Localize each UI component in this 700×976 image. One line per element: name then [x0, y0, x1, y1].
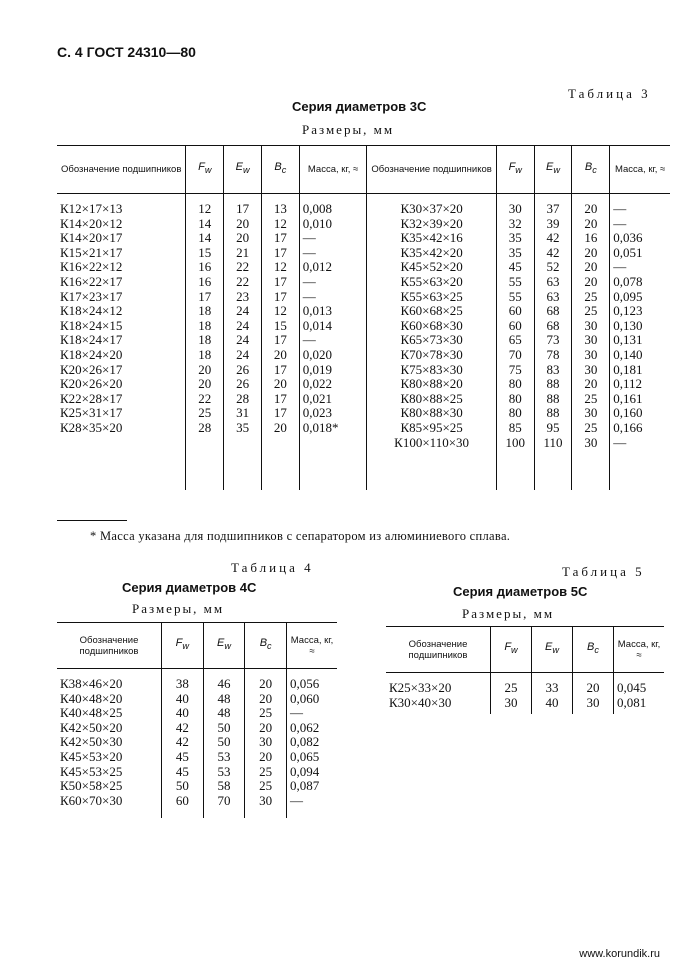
- fw-cell: 18: [186, 304, 224, 319]
- designation-cell: К20×26×17: [60, 361, 123, 377]
- fw-cell: 18: [186, 333, 224, 348]
- table-tail-row: [57, 808, 337, 818]
- mass-cell: 0,056: [287, 677, 338, 692]
- ew-cell: 17: [224, 202, 262, 217]
- designation-cell: К42×50×30: [60, 734, 123, 750]
- fw-cell: 20: [186, 363, 224, 378]
- mass-cell: 0,010: [299, 217, 367, 232]
- fw-cell: 22: [186, 392, 224, 407]
- fw-cell: 12: [186, 202, 224, 217]
- t3-col-bc-2: $B_c$: [572, 146, 610, 194]
- table-row: [57, 217, 670, 232]
- fw-cell: 28: [186, 421, 224, 436]
- bc-cell: 25: [245, 765, 287, 780]
- designation-cell: К25×33×20: [389, 680, 452, 695]
- mass-cell: —: [610, 202, 670, 217]
- bc-cell: 17: [261, 333, 299, 348]
- designation-cell: К60×68×25: [367, 304, 496, 319]
- mass-cell: 0,181: [610, 363, 670, 378]
- fw-cell: 80: [496, 392, 534, 407]
- fw-cell: 32: [496, 217, 534, 232]
- fw-cell: 40: [162, 692, 204, 707]
- fw-cell: 25: [186, 406, 224, 421]
- mass-cell: 0,082: [287, 735, 338, 750]
- bc-cell: 25: [572, 421, 610, 436]
- mass-cell: 0,062: [287, 721, 338, 736]
- table3-label: Таблица 3: [568, 86, 651, 101]
- designation-cell: К55×63×20: [367, 275, 496, 290]
- table-row: [57, 750, 337, 765]
- mass-cell: 0,022: [299, 377, 367, 392]
- ew-cell: 50: [203, 735, 245, 750]
- bc-cell: 20: [572, 377, 610, 392]
- designation-cell: К32×39×20: [367, 217, 496, 232]
- ew-cell: 26: [224, 363, 262, 378]
- fw-cell: 45: [162, 750, 204, 765]
- designation-cell: К16×22×12: [60, 259, 123, 275]
- ew-cell: 26: [224, 377, 262, 392]
- table-row: [57, 706, 337, 721]
- bc-cell: 20: [245, 677, 287, 692]
- bc-cell: 30: [245, 735, 287, 750]
- bc-cell: 20: [572, 246, 610, 261]
- designation-cell: К60×68×30: [367, 319, 496, 334]
- fw-cell: 14: [186, 231, 224, 246]
- fw-cell: 20: [186, 377, 224, 392]
- table-row: [57, 421, 670, 436]
- mass-cell: —: [287, 706, 338, 721]
- designation-cell: К50×58×25: [60, 778, 123, 794]
- bc-cell: 25: [572, 304, 610, 319]
- designation-cell: К18×24×20: [60, 346, 123, 362]
- designation-cell: К80×88×30: [367, 406, 496, 421]
- bc-cell: 17: [261, 363, 299, 378]
- mass-cell: —: [610, 436, 670, 451]
- bc-cell: 17: [261, 290, 299, 305]
- t5-col-ew: $E_w$: [532, 627, 573, 673]
- mass-cell: 0,123: [610, 304, 670, 319]
- table-row: [57, 260, 670, 275]
- ew-cell: 42: [534, 231, 572, 246]
- ew-cell: 24: [224, 304, 262, 319]
- mass-cell: 0,160: [610, 406, 670, 421]
- table-row: [57, 275, 670, 290]
- ew-cell: 20: [224, 217, 262, 232]
- ew-cell: 63: [534, 275, 572, 290]
- bc-cell: 15: [261, 319, 299, 334]
- ew-cell: 53: [203, 765, 245, 780]
- fw-cell: 14: [186, 217, 224, 232]
- mass-cell: 0,130: [610, 319, 670, 334]
- bc-cell: 30: [245, 794, 287, 809]
- t4-col-ew: $E_w$: [203, 623, 245, 669]
- ew-cell: 88: [534, 377, 572, 392]
- fw-cell: 40: [162, 706, 204, 721]
- bc-cell: 25: [572, 290, 610, 305]
- table3: [57, 145, 670, 490]
- table-row: [57, 779, 337, 794]
- t4-col-mass: Масса, кг, ≈: [287, 623, 338, 669]
- designation-cell: К85×95×25: [367, 421, 496, 436]
- designation-cell: К22×28×17: [60, 390, 123, 406]
- bc-cell: 30: [572, 348, 610, 363]
- empty-cell: [57, 436, 186, 451]
- bc-cell: 17: [261, 406, 299, 421]
- ew-cell: 52: [534, 260, 572, 275]
- table-row: [57, 392, 670, 407]
- ew-cell: 21: [224, 246, 262, 261]
- bc-cell: 30: [572, 406, 610, 421]
- fw-cell: 80: [496, 406, 534, 421]
- t5-col-designation: Обозначение подшипников: [386, 627, 491, 673]
- mass-cell: 0,012: [299, 260, 367, 275]
- designation-cell: К40×48×20: [60, 690, 123, 706]
- designation-cell: К14×20×17: [60, 230, 123, 246]
- mass-cell: 0,051: [610, 246, 670, 261]
- t5-col-bc: $B_c$: [573, 627, 614, 673]
- designation-cell: К18×24×12: [60, 303, 123, 319]
- designation-cell: К28×35×20: [60, 419, 123, 435]
- designation-cell: К17×23×17: [60, 288, 123, 304]
- bc-cell: 12: [261, 304, 299, 319]
- mass-cell: —: [610, 217, 670, 232]
- designation-cell: К60×70×30: [60, 792, 123, 808]
- mass-cell: 0,020: [299, 348, 367, 363]
- ew-cell: 31: [224, 406, 262, 421]
- footnote-rule: [57, 520, 127, 521]
- table-row: [57, 348, 670, 363]
- ew-cell: 22: [224, 260, 262, 275]
- ew-cell: 46: [203, 677, 245, 692]
- fw-cell: 50: [162, 779, 204, 794]
- mass-cell: 0,008: [299, 202, 367, 217]
- watermark: www.korundik.ru: [579, 948, 660, 960]
- ew-cell: 88: [534, 406, 572, 421]
- fw-cell: 38: [162, 677, 204, 692]
- bc-cell: 30: [572, 363, 610, 378]
- ew-cell: 24: [224, 319, 262, 334]
- footnote: * Масса указана для подшипников с сепаратором из алюминиевого сплава.: [90, 529, 511, 543]
- ew-cell: 48: [203, 706, 245, 721]
- designation-cell: К40×48×25: [60, 705, 123, 721]
- designation-cell: К42×50×20: [60, 719, 123, 735]
- t3-col-bc: $B_c$: [261, 146, 299, 194]
- ew-cell: 70: [203, 794, 245, 809]
- fw-cell: 30: [491, 696, 532, 711]
- designation-cell: К35×42×16: [367, 231, 496, 246]
- table5: [386, 626, 664, 714]
- designation-cell: К80×88×20: [367, 377, 496, 392]
- t3-col-fw: $F_w$: [186, 146, 224, 194]
- fw-cell: 100: [496, 436, 534, 451]
- table-row: [57, 202, 670, 217]
- designation-cell: К16×22×17: [60, 273, 123, 289]
- t4-col-fw: $F_w$: [162, 623, 204, 669]
- mass-cell: —: [299, 333, 367, 348]
- designation-cell: К70×78×30: [367, 348, 496, 363]
- table-row: [57, 735, 337, 750]
- t5-col-fw: $F_w$: [491, 627, 532, 673]
- table3-sizes-caption: Размеры, мм: [302, 122, 395, 137]
- ew-cell: 42: [534, 246, 572, 261]
- designation-cell: К30×40×30: [389, 694, 452, 710]
- designation-cell: К35×42×20: [367, 246, 496, 261]
- t3-col-mass: Масса, кг, ≈: [299, 146, 367, 194]
- t3-col-ew: $E_w$: [224, 146, 262, 194]
- designation-cell: К18×24×17: [60, 332, 123, 348]
- bc-cell: 20: [573, 681, 614, 696]
- designation-cell: К12×17×13: [60, 201, 123, 216]
- bc-cell: 20: [572, 217, 610, 232]
- empty-cell: [186, 436, 224, 451]
- ew-cell: 23: [224, 290, 262, 305]
- bc-cell: 20: [245, 750, 287, 765]
- table3-series-title: Серия диаметров 3С: [292, 99, 427, 114]
- mass-cell: 0,078: [610, 275, 670, 290]
- bc-cell: 12: [261, 260, 299, 275]
- t3-col-designation: Обозначение подшипников: [57, 146, 186, 194]
- bc-cell: 30: [572, 333, 610, 348]
- designation-cell: К75×83×30: [367, 363, 496, 378]
- bc-cell: 30: [573, 696, 614, 711]
- mass-cell: 0,161: [610, 392, 670, 407]
- table-row: [57, 721, 337, 736]
- mass-cell: 0,023: [299, 406, 367, 421]
- table-row: [57, 319, 670, 334]
- table-row: [57, 304, 670, 319]
- bc-cell: 12: [261, 217, 299, 232]
- mass-cell: 0,018*: [299, 421, 367, 436]
- ew-cell: 37: [534, 202, 572, 217]
- fw-cell: 16: [186, 275, 224, 290]
- bc-cell: 30: [572, 436, 610, 451]
- table5-series-title: Серия диаметров 5С: [453, 584, 588, 599]
- ew-cell: 40: [532, 696, 573, 711]
- mass-cell: 0,013: [299, 304, 367, 319]
- bc-cell: 20: [572, 275, 610, 290]
- table-tail-row: [386, 710, 664, 714]
- ew-cell: 20: [224, 231, 262, 246]
- mass-cell: —: [299, 231, 367, 246]
- bc-cell: 13: [261, 202, 299, 217]
- table4-series-title: Серия диаметров 4С: [122, 580, 257, 595]
- ew-cell: 63: [534, 290, 572, 305]
- fw-cell: 75: [496, 363, 534, 378]
- table5-label: Таблица 5: [562, 564, 645, 579]
- page-header: С. 4 ГОСТ 24310—80: [57, 44, 196, 60]
- ew-cell: 83: [534, 363, 572, 378]
- mass-cell: 0,019: [299, 363, 367, 378]
- bc-cell: 16: [572, 231, 610, 246]
- fw-cell: 70: [496, 348, 534, 363]
- ew-cell: 35: [224, 421, 262, 436]
- table-row: [386, 681, 664, 696]
- table-row: [57, 406, 670, 421]
- bc-cell: 17: [261, 392, 299, 407]
- mass-cell: 0,081: [614, 696, 665, 711]
- fw-cell: 60: [496, 319, 534, 334]
- table-tail-row: [57, 450, 670, 490]
- empty-cell: [224, 436, 262, 451]
- designation-cell: К55×63×25: [367, 290, 496, 305]
- designation-cell: К80×88×25: [367, 392, 496, 407]
- fw-cell: 16: [186, 260, 224, 275]
- table-row: [57, 677, 337, 692]
- table-row: [386, 696, 664, 711]
- ew-cell: 28: [224, 392, 262, 407]
- t4-col-designation: Обозначение подшипников: [57, 623, 162, 669]
- bc-cell: 17: [261, 275, 299, 290]
- mass-cell: —: [299, 290, 367, 305]
- fw-cell: 65: [496, 333, 534, 348]
- designation-cell: К45×52×20: [367, 260, 496, 275]
- fw-cell: 80: [496, 377, 534, 392]
- ew-cell: 48: [203, 692, 245, 707]
- empty-cell: [261, 436, 299, 451]
- mass-cell: 0,060: [287, 692, 338, 707]
- empty-cell: [299, 436, 367, 451]
- ew-cell: 95: [534, 421, 572, 436]
- table-row: [57, 794, 337, 809]
- designation-cell: К15×21×17: [60, 244, 123, 260]
- table-row: [57, 246, 670, 261]
- t3-col-designation-2: Обозначение подшипников: [367, 146, 496, 194]
- table4: [57, 622, 337, 818]
- fw-cell: 42: [162, 735, 204, 750]
- bc-cell: 20: [572, 260, 610, 275]
- mass-cell: —: [610, 260, 670, 275]
- fw-cell: 15: [186, 246, 224, 261]
- table-row: [57, 765, 337, 780]
- mass-cell: 0,112: [610, 377, 670, 392]
- mass-cell: 0,065: [287, 750, 338, 765]
- designation-cell: К30×37×20: [367, 202, 496, 217]
- ew-cell: 68: [534, 304, 572, 319]
- fw-cell: 45: [496, 260, 534, 275]
- t5-col-mass: Масса, кг, ≈: [614, 627, 665, 673]
- mass-cell: —: [299, 246, 367, 261]
- ew-cell: 110: [534, 436, 572, 451]
- fw-cell: 60: [162, 794, 204, 809]
- fw-cell: 30: [496, 202, 534, 217]
- fw-cell: 35: [496, 231, 534, 246]
- bc-cell: 20: [245, 692, 287, 707]
- mass-cell: 0,021: [299, 392, 367, 407]
- fw-cell: 25: [491, 681, 532, 696]
- t3-col-mass-2: Масса, кг, ≈: [610, 146, 670, 194]
- table-row: [57, 231, 670, 246]
- ew-cell: 24: [224, 333, 262, 348]
- table-row: [57, 363, 670, 378]
- t3-col-fw-2: $F_w$: [496, 146, 534, 194]
- fw-cell: 55: [496, 275, 534, 290]
- ew-cell: 68: [534, 319, 572, 334]
- mass-cell: 0,045: [614, 681, 665, 696]
- mass-cell: 0,095: [610, 290, 670, 305]
- table-spacer-row: [57, 194, 670, 203]
- ew-cell: 39: [534, 217, 572, 232]
- ew-cell: 58: [203, 779, 245, 794]
- bc-cell: 25: [572, 392, 610, 407]
- ew-cell: 24: [224, 348, 262, 363]
- table-row: [57, 333, 670, 348]
- table5-sizes-caption: Размеры, мм: [462, 606, 555, 621]
- mass-cell: 0,166: [610, 421, 670, 436]
- table-row: [57, 290, 670, 305]
- ew-cell: 53: [203, 750, 245, 765]
- bc-cell: 17: [261, 231, 299, 246]
- fw-cell: 85: [496, 421, 534, 436]
- fw-cell: 55: [496, 290, 534, 305]
- mass-cell: 0,131: [610, 333, 670, 348]
- table4-sizes-caption: Размеры, мм: [132, 601, 225, 616]
- designation-cell: К45×53×20: [60, 748, 123, 764]
- fw-cell: 17: [186, 290, 224, 305]
- fw-cell: 42: [162, 721, 204, 736]
- mass-cell: 0,094: [287, 765, 338, 780]
- fw-cell: 18: [186, 319, 224, 334]
- ew-cell: 78: [534, 348, 572, 363]
- t4-col-bc: $B_c$: [245, 623, 287, 669]
- bc-cell: 20: [261, 348, 299, 363]
- fw-cell: 60: [496, 304, 534, 319]
- designation-cell: К38×46×20: [60, 676, 123, 691]
- mass-cell: 0,014: [299, 319, 367, 334]
- designation-cell: К45×53×25: [60, 763, 123, 779]
- ew-cell: 50: [203, 721, 245, 736]
- fw-cell: 18: [186, 348, 224, 363]
- bc-cell: 20: [261, 421, 299, 436]
- designation-cell: К14×20×12: [60, 215, 123, 231]
- table-row: [57, 377, 670, 392]
- designation-cell: К20×26×20: [60, 376, 123, 392]
- fw-cell: 35: [496, 246, 534, 261]
- bc-cell: 30: [572, 319, 610, 334]
- mass-cell: 0,036: [610, 231, 670, 246]
- bc-cell: 20: [572, 202, 610, 217]
- bc-cell: 25: [245, 779, 287, 794]
- mass-cell: 0,140: [610, 348, 670, 363]
- table-row: [57, 692, 337, 707]
- designation-cell: К25×31×17: [60, 405, 123, 421]
- mass-cell: —: [287, 794, 338, 809]
- ew-cell: 88: [534, 392, 572, 407]
- bc-cell: 20: [245, 721, 287, 736]
- designation-cell: К65×73×30: [367, 333, 496, 348]
- mass-cell: 0,087: [287, 779, 338, 794]
- table4-label: Таблица 4: [231, 560, 314, 575]
- designation-cell: К18×24×15: [60, 317, 123, 333]
- ew-cell: 22: [224, 275, 262, 290]
- designation-cell: К100×110×30: [367, 436, 496, 451]
- bc-cell: 25: [245, 706, 287, 721]
- fw-cell: 45: [162, 765, 204, 780]
- ew-cell: 73: [534, 333, 572, 348]
- t3-col-ew-2: $E_w$: [534, 146, 572, 194]
- ew-cell: 33: [532, 681, 573, 696]
- bc-cell: 20: [261, 377, 299, 392]
- bc-cell: 17: [261, 246, 299, 261]
- mass-cell: —: [299, 275, 367, 290]
- table-row: [57, 436, 670, 451]
